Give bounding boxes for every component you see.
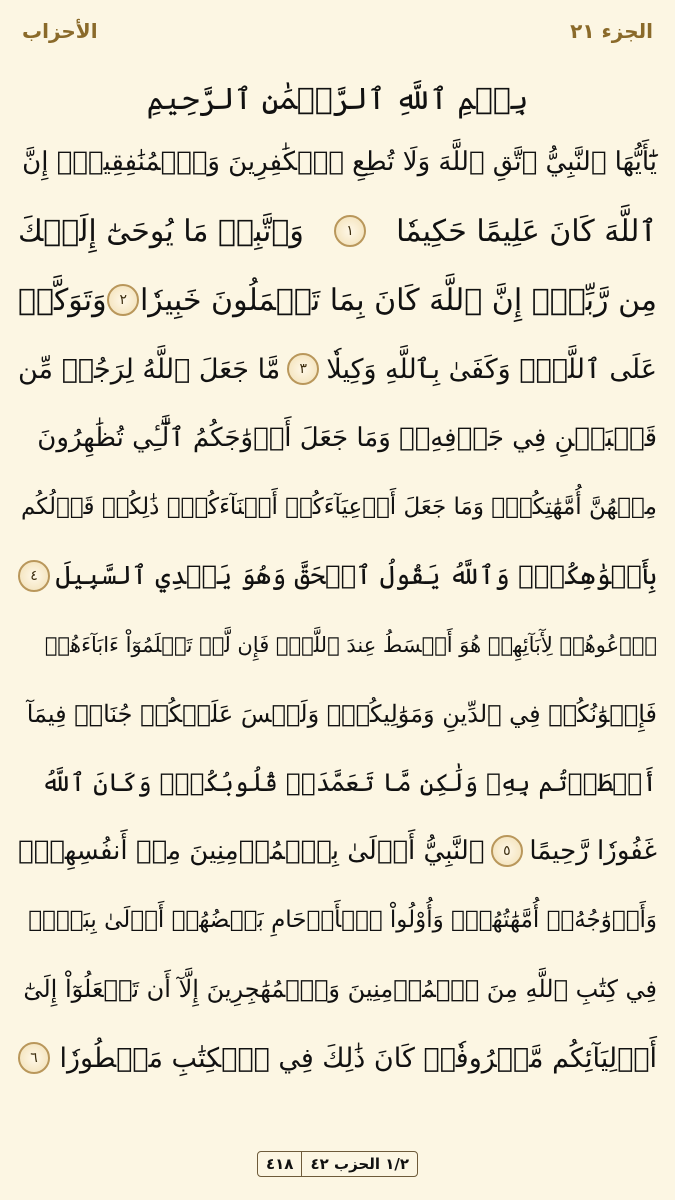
quran-line <box>18 404 657 473</box>
line-text: مِن رَّبِّكَۚ إِنَّ ٱللَّهَ كَانَ بِمَا تَعۡمَلُونَ خَبِيرٗا <box>139 282 657 318</box>
ayah-number-marker: ١ <box>334 215 366 247</box>
quran-line <box>18 266 657 335</box>
quran-line <box>18 679 657 748</box>
line-text: أَخۡطَأۡتُم بِهِۦ وَلَٰكِن مَّا تَعَمَّدَتۡ قُلُوبُكُمۡۚ وَكَانَ ٱللَّهُ <box>41 767 657 797</box>
line-text: مِنۡهُنَّ أُمَّهَٰتِكُمۡۚ وَمَا جَعَلَ أَدۡعِيَآءَكُمۡ أَبۡنَآءَكُمۡۚ ذَٰلِكُمۡ قَوۡلُكُم <box>20 493 657 520</box>
surah-name: الأحزاب <box>22 19 98 43</box>
line-text: فَإِخۡوَٰنُكُمۡ فِي ٱلدِّينِ وَمَوَٰلِيكُمۡۚ وَلَيۡسَ عَلَيۡكُمۡ جُنَاحٞ فِيمَآ <box>26 699 657 728</box>
line-text-continued: وَٱتَّبِعۡ مَا يُوحَىٰٓ إِلَيۡكَ <box>18 213 304 249</box>
line-text: وَأَزۡوَٰجُهُۥٓ أُمَّهَٰتُهُمۡۗ وَأُوْلُواْ ٱلۡأَرۡحَامِ بَعۡضُهُمۡ أَوۡلَىٰ بِبَعۡضٖ <box>28 907 657 934</box>
quran-line <box>18 541 657 610</box>
line-text: بِأَفۡوَٰهِكُمۡۖ وَٱللَّهُ يَقُولُ ٱلۡحَقَّ وَهُوَ يَهۡدِي ٱلسَّبِيلَ <box>55 560 657 591</box>
quran-line <box>18 955 657 1024</box>
quran-line <box>18 1024 657 1093</box>
line-text: عَلَى ٱللَّهِۚ وَكَفَىٰ بِٱللَّهِ وَكِيلٗا <box>326 353 657 385</box>
ayah-number-marker: ٤ <box>18 560 50 592</box>
quran-line <box>18 748 657 817</box>
quran-line <box>18 197 657 266</box>
quran-line <box>18 335 657 404</box>
quran-line <box>18 610 657 679</box>
quran-line <box>18 817 657 886</box>
ayah-number-marker: ٢ <box>107 284 139 316</box>
line-text: يَٰٓأَيُّهَا ٱلنَّبِيُّ ٱتَّقِ ٱللَّهَ وَلَا تُطِعِ ٱلۡكَٰفِرِينَ وَٱلۡمُنَٰفِقِينَۚ إِنَّ <box>22 147 657 178</box>
line-text: ٱدۡعُوهُمۡ لِأٓبَآئِهِمۡ هُوَ أَقۡسَطُ عِندَ ٱللَّهِۚ فَإِن لَّمۡ تَعۡلَمُوٓاْ ءَابَآءَهُمۡ <box>44 632 657 657</box>
line-text-continued: وَتَوَكَّلۡ <box>18 282 107 318</box>
line-text: أَوۡلِيَآئِكُم مَّعۡرُوفٗاۚ كَانَ ذَٰلِكَ فِي ٱلۡكِتَٰبِ مَسۡطُورٗا <box>59 1042 657 1074</box>
line-text: فِي كِتَٰبِ ٱللَّهِ مِنَ ٱلۡمُؤۡمِنِينَ وَٱلۡمُهَٰجِرِينَ إِلَّآ أَن تَفۡعَلُوٓاْ إِلَىٰٓ <box>23 975 657 1004</box>
page-header <box>0 0 675 62</box>
page-footer <box>0 1150 675 1178</box>
basmala: بِسۡمِ ٱللَّهِ ٱلرَّحۡمَٰنِ ٱلرَّحِيمِ <box>146 82 529 117</box>
quran-line <box>18 472 657 541</box>
mushaf-lines <box>18 128 657 1132</box>
ayah-number-marker: ٣ <box>287 353 319 385</box>
line-text: ٱللَّهَ كَانَ عَلِيمًا حَكِيمٗا <box>396 213 657 249</box>
quran-line <box>18 128 657 197</box>
line-text-continued: ٱلنَّبِيُّ أَوۡلَىٰ بِٱلۡمُؤۡمِنِينَ مِنۡ أَنفُسِهِمۡۖ <box>18 836 485 867</box>
line-text-continued: مَّا جَعَلَ ٱللَّهُ لِرَجُلٖ مِّن <box>18 353 281 385</box>
footer-box <box>257 1151 418 1177</box>
line-text: قَلۡبَيۡنِ فِي جَوۡفِهِۦۚ وَمَا جَعَلَ أَزۡوَٰجَكُمُ ٱلَّٰٓـِٔي تُظَٰهِرُونَ <box>37 423 657 453</box>
quran-line <box>18 886 657 955</box>
ayah-number-marker: ٥ <box>491 835 523 867</box>
line-text: غَفُورٗا رَّحِيمًا <box>529 836 657 867</box>
page-number: ٤١٨ <box>258 1152 302 1176</box>
juz-label: الجزء ٢١ <box>570 19 653 43</box>
hizb-label: ١/٢ الحزب ٤٢ <box>310 1155 410 1173</box>
ayah-number-marker: ٦ <box>18 1042 50 1074</box>
